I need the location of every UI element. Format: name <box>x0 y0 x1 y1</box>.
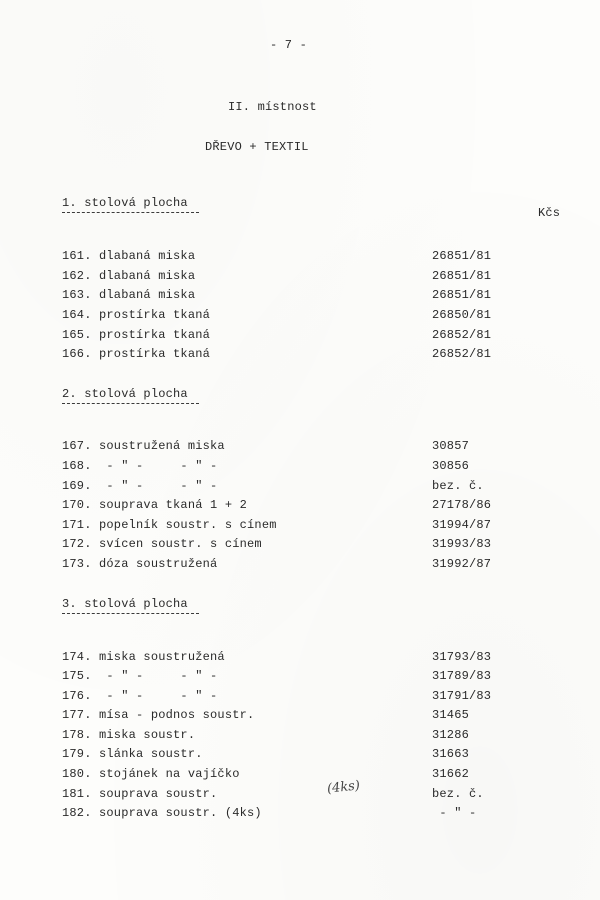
list-item-label: 164. prostírka tkaná <box>62 308 211 322</box>
list-item-value: bez. č. <box>432 787 484 801</box>
list-item-value: 27178/86 <box>432 498 492 512</box>
subtitle: DŘEVO + TEXTIL <box>205 140 309 154</box>
list-item-value: - " - <box>432 806 477 820</box>
list-item-value: 26851/81 <box>432 288 492 302</box>
list-item-value: 31789/83 <box>432 669 492 683</box>
list-item-label: 176. - " - - " - <box>62 689 218 703</box>
list-item-label: 177. mísa - podnos soustr. <box>62 708 255 722</box>
list-item-label: 161. dlabaná miska <box>62 249 196 263</box>
page-number: - 7 - <box>270 38 308 52</box>
list-item-label: 168. - " - - " - <box>62 459 218 473</box>
list-item-label: 167. soustružená miska <box>62 439 225 453</box>
list-item-value: 26852/81 <box>432 347 492 361</box>
list-item-value: 26851/81 <box>432 269 492 283</box>
section-underline-3 <box>62 613 199 614</box>
list-item-label: 172. svícen soustr. s cínem <box>62 537 262 551</box>
handwritten-note: (4ks) <box>326 778 361 797</box>
list-item-label: 181. souprava soustr. <box>62 787 218 801</box>
list-item-value: 26852/81 <box>432 328 492 342</box>
list-item-label: 171. popelník soustr. s cínem <box>62 518 277 532</box>
list-item-label: 165. prostírka tkaná <box>62 328 211 342</box>
section-underline-2 <box>62 403 199 404</box>
section-title-1: 1. stolová plocha <box>62 196 188 210</box>
list-item-label: 166. prostírka tkaná <box>62 347 211 361</box>
list-item-label: 179. slánka soustr. <box>62 747 203 761</box>
list-item-label: 162. dlabaná miska <box>62 269 196 283</box>
list-item-value: 30857 <box>432 439 470 453</box>
list-item-value: 31993/83 <box>432 537 492 551</box>
list-item-value: bez. č. <box>432 479 484 493</box>
list-item-value: 30856 <box>432 459 470 473</box>
list-item-label: 169. - " - - " - <box>62 479 218 493</box>
currency-header: Kčs <box>538 206 561 220</box>
list-item-value: 26851/81 <box>432 249 492 263</box>
list-item-value: 31662 <box>432 767 470 781</box>
list-item-value: 31465 <box>432 708 470 722</box>
room-title: II. místnost <box>228 100 317 114</box>
list-item-value: 31663 <box>432 747 470 761</box>
list-item-label: 163. dlabaná miska <box>62 288 196 302</box>
list-item-value: 31994/87 <box>432 518 492 532</box>
list-item-label: 178. miska soustr. <box>62 728 196 742</box>
list-item-value: 31791/83 <box>432 689 492 703</box>
section-title-2: 2. stolová plocha <box>62 387 188 401</box>
list-item-value: 31793/83 <box>432 650 492 664</box>
list-item-value: 31286 <box>432 728 470 742</box>
list-item-value: 26850/81 <box>432 308 492 322</box>
list-item-label: 175. - " - - " - <box>62 669 218 683</box>
section-title-3: 3. stolová plocha <box>62 597 188 611</box>
list-item-label: 182. souprava soustr. (4ks) <box>62 806 262 820</box>
list-item-label: 173. dóza soustružená <box>62 557 218 571</box>
section-underline-1 <box>62 212 199 213</box>
list-item-value: 31992/87 <box>432 557 492 571</box>
list-item-label: 170. souprava tkaná 1 + 2 <box>62 498 248 512</box>
list-item-label: 180. stojánek na vajíčko <box>62 767 240 781</box>
list-item-label: 174. miska soustružená <box>62 650 225 664</box>
